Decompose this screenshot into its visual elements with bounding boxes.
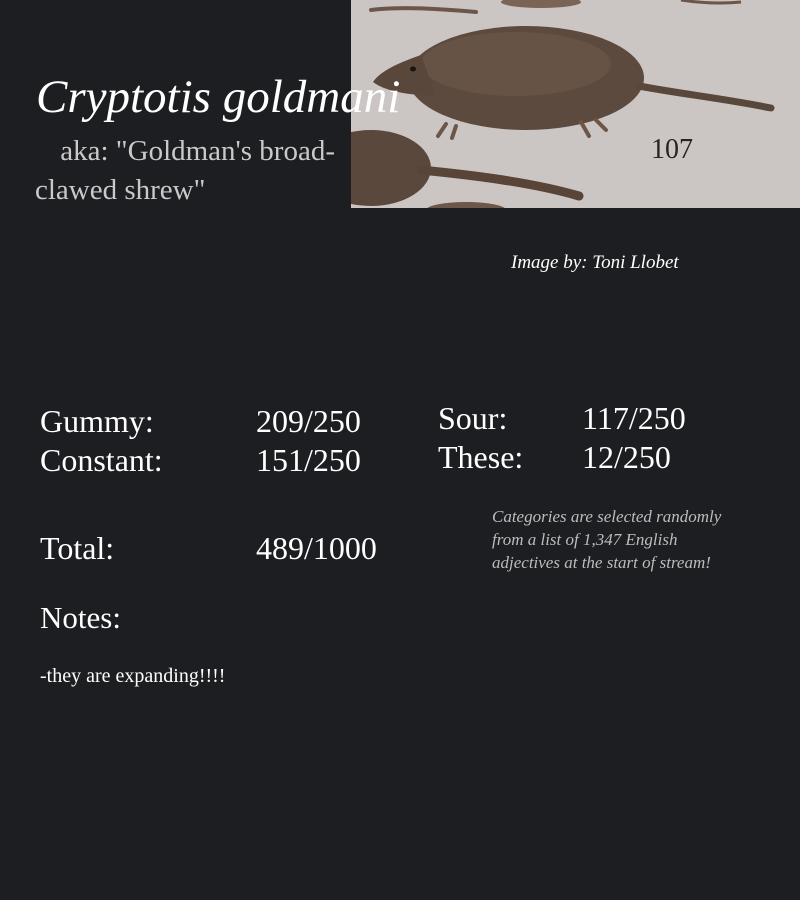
categories-note: Categories are selected randomly from a list of 1,347 English adjectives at the start of stream!	[492, 507, 722, 572]
these-label: These:	[438, 439, 524, 475]
species-title: Cryptotis goldmani	[36, 71, 401, 123]
these-score: 12/250	[582, 439, 671, 475]
sour-label: Sour:	[438, 400, 508, 436]
constant-score: 151/250	[256, 442, 361, 478]
gummy-label: Gummy:	[40, 403, 154, 439]
total-score: 489/1000	[256, 530, 377, 566]
image-credit: Image by: Toni Llobet	[511, 252, 679, 273]
page-number: 107	[651, 134, 693, 165]
notes-body: -they are expanding!!!!	[40, 665, 226, 687]
sour-score: 117/250	[582, 400, 686, 436]
total-label: Total:	[40, 530, 115, 566]
common-name: aka: "Goldman's broad-clawed shrew"	[35, 135, 335, 206]
gummy-score: 209/250	[256, 403, 361, 439]
notes-heading: Notes:	[40, 600, 121, 635]
constant-label: Constant:	[40, 442, 163, 478]
shrew-illustration	[351, 0, 800, 208]
